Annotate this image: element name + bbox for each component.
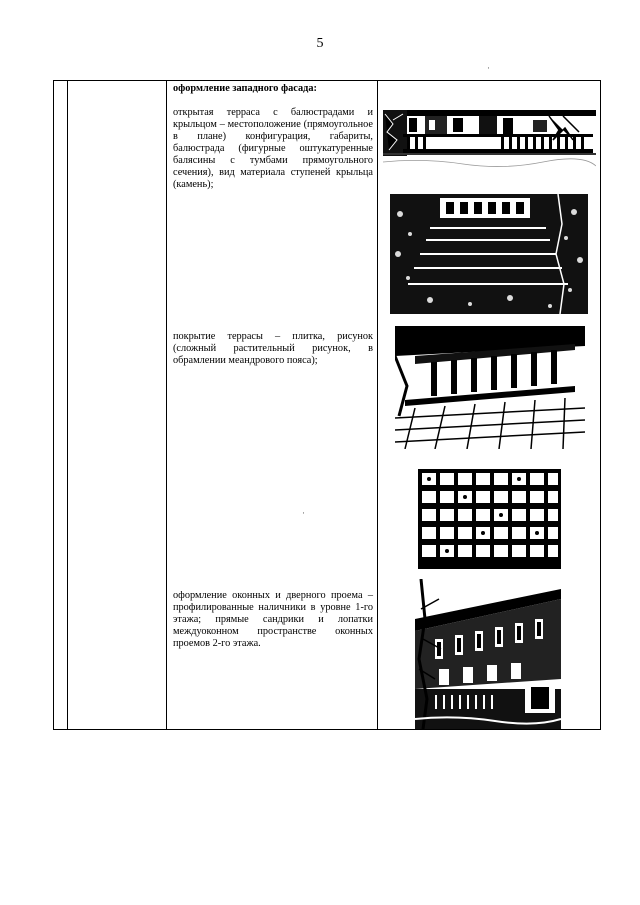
description-table	[53, 80, 601, 730]
page-number: 5	[316, 36, 324, 51]
empty-cell	[68, 81, 167, 730]
scan-dot: ·	[487, 63, 490, 73]
building-facade-photo	[415, 579, 561, 729]
item-openings: оформление оконных и дверного проема – профилированные наличники в уровне 1-го этажа; прямые сандрики и лопатки междуоконном пространстве оконных проемов 2-го этажа.	[173, 590, 373, 649]
empty-cell-narrow	[54, 81, 68, 730]
scan-dot: ·	[302, 508, 305, 518]
terrace-tiles-balustrade-photo	[395, 326, 585, 449]
paving-pattern-photo	[418, 469, 561, 569]
text-cell	[167, 81, 378, 730]
item-terrace: открытая терраса с балюстрадами и крыльцом – местоположение (прямоугольное в плане) конфигурация, габариты, балюстрада (фигурные оштукатуренные балясины с тумбами прямоугольного сечения), вид материала ступеней крыльца (камень);	[173, 107, 373, 190]
porch-steps-photo	[390, 194, 588, 314]
item-terrace-paving: покрытие террасы – плитка, рисунок (сложный растительный рисунок, в обрамлении меандрового пояса);	[173, 331, 373, 366]
terrace-balustrade-photo	[383, 110, 596, 176]
image-cell	[378, 81, 601, 730]
section-heading: оформление западного фасада:	[173, 83, 317, 94]
table-row	[54, 81, 601, 730]
